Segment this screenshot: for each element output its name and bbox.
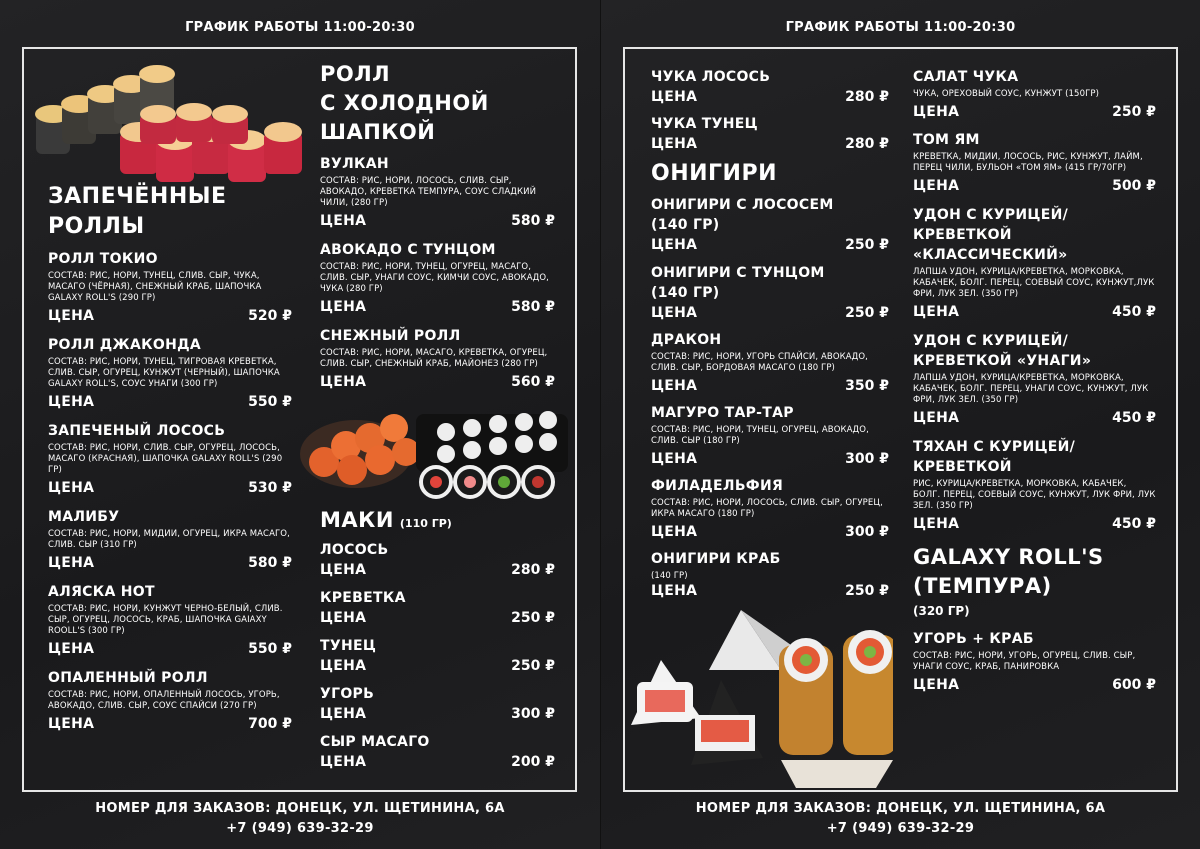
section-title: ЗАПЕЧЁННЫЕ [48,184,227,209]
schedule-heading: ГРАФИК РАБОТЫ 11:00-20:30 [785,20,1016,35]
menu-item [913,437,1156,533]
item-price: 450 ₽ [1112,410,1156,426]
price-label: ЦЕНА [913,104,960,120]
price-label: ЦЕНА [913,410,960,426]
item-name: УДОН С КУРИЦЕЙ/ [913,333,1068,349]
item-desc: СОСТАВ: РИС, НОРИ, КУНЖУТ ЧЕРНО-БЕЛЫЙ, СЛИВ. СЫР, ОГУРЕЦ, ЛОСОСЬ, КРАБ, ШАПОЧКА GAIAXY ROOLL'S (300 ГР) [48,604,283,636]
menu-item [651,477,889,541]
item-name: КРЕВЕТКА [320,590,406,606]
item-desc: КРЕВЕТКА, МИДИИ, ЛОСОСЬ, РИС, КУНЖУТ, ЛАЙМ, ПЕРЕЦ ЧИЛИ, БУЛЬОН «ТОМ ЯМ» (415 ГР/70ГР) [913,152,1143,173]
order-address: НОМЕР ДЛЯ ЗАКАЗОВ: ДОНЕЦК, УЛ. ЩЕТИНИНА, 6А [95,801,505,816]
item-desc: СОСТАВ: РИС, НОРИ, СЛИВ. СЫР, ОГУРЕЦ, ЛОСОСЬ, МАСАГО (КРАСНАЯ), ШАПОЧКА GALAXY ROLL'S (290 ГР) [48,443,283,475]
price-label: ЦЕНА [651,583,698,599]
item-price: 530 ₽ [248,480,292,496]
menu-item [320,733,555,771]
item-price: 200 ₽ [511,754,555,770]
item-name: «КЛАССИЧЕСКИЙ» [913,247,1068,263]
menu-item [48,669,292,733]
menu-item [320,685,555,723]
item-price: 250 ₽ [845,305,889,321]
menu-item [48,508,292,572]
price-label: ЦЕНА [320,562,367,578]
price-label: ЦЕНА [651,378,698,394]
item-price: 520 ₽ [248,308,292,324]
order-footer [601,799,1200,839]
price-label: ЦЕНА [913,304,960,320]
price-label: ЦЕНА [48,308,95,324]
item-name: КРЕВЕТКОЙ [913,459,1012,475]
menu-item [651,331,889,395]
cold-cap-rolls-section [320,60,555,402]
price-label: ЦЕНА [48,394,95,410]
price-label: ЦЕНА [320,213,367,229]
menu-item [913,131,1156,195]
item-price: 560 ₽ [511,374,555,390]
item-name: АВОКАДО С ТУНЦОМ [320,242,496,258]
menu-item [651,115,889,153]
item-desc: СОСТАВ: РИС, НОРИ, ОПАЛЕННЫЙ ЛОСОСЬ, УГОРЬ, АВОКАДО, СЛИВ. СЫР, СОУС СПАЙСИ (270 ГР) [48,690,280,711]
item-name: (140 ГР) [651,217,720,233]
hot-dishes-column [913,68,1156,705]
item-name: ОНИГИРИ КРАБ [651,551,781,567]
menu-item [320,241,555,316]
item-desc: СОСТАВ: РИС, НОРИ, ЛОСОСЬ, СЛИВ. СЫР, АВОКАДО, КРЕВЕТКА ТЕМПУРА, СОУС СЛАДКИЙ ЧИЛИ, (280 ГР) [320,176,537,208]
item-desc: (140 ГР) [651,571,688,581]
onigiri-tempura-image [631,600,893,788]
price-label: ЦЕНА [48,480,95,496]
item-name: КРЕВЕТКОЙ «УНАГИ» [913,353,1092,369]
maki-rolls-image [296,402,572,502]
section-title: РОЛЛЫ [48,214,145,239]
item-price: 550 ₽ [248,641,292,657]
item-desc: СОСТАВ: РИС, НОРИ, ЛОСОСЬ, СЛИВ. СЫР, ОГУРЕЦ, ИКРА МАСАГО (180 ГР) [651,498,883,519]
item-name: УГОРЬ [320,686,375,702]
item-name: ЧУКА ТУНЕЦ [651,116,758,132]
item-name: РОЛЛ ДЖАКОНДА [48,337,201,353]
price-label: ЦЕНА [320,374,367,390]
item-name: ЛОСОСЬ [320,542,389,558]
item-price: 580 ₽ [248,555,292,571]
price-label: ЦЕНА [913,516,960,532]
item-name: ФИЛАДЕЛЬФИЯ [651,478,784,494]
menu-item [48,336,292,411]
item-desc: ЧУКА, ОРЕХОВЫЙ СОУС, КУНЖУТ (150ГР) [913,89,1099,99]
menu-item [320,155,555,230]
price-label: ЦЕНА [320,299,367,315]
price-label: ЦЕНА [320,754,367,770]
section-title: (ТЕМПУРА) [913,574,1052,598]
item-name: ВУЛКАН [320,156,389,172]
price-label: ЦЕНА [320,658,367,674]
item-price: 250 ₽ [511,610,555,626]
item-name: (140 ГР) [651,285,720,301]
item-name: ДРАКОН [651,332,722,348]
item-name: КРЕВЕТКОЙ [913,227,1012,243]
item-desc: СОСТАВ: РИС, НОРИ, УГОРЬ СПАЙСИ, АВОКАДО, СЛИВ. СЫР, БОРДОВАЯ МАСАГО (180 ГР) [651,352,868,373]
right-page [600,0,1200,849]
price-label: ЦЕНА [651,237,698,253]
item-desc: ЛАПША УДОН, КУРИЦА/КРЕВЕТКА, МОРКОВКА, КАБАЧЕК, БОЛГ. ПЕРЕЦ, УНАГИ СОУС, КУНЖУТ, ЛУК ФРИ, ЛУК ЗЕЛ. (350 ГР) [913,373,1149,405]
menu-item [48,422,292,497]
item-desc: СОСТАВ: РИС, НОРИ, ТУНЕЦ, ТИГРОВАЯ КРЕВЕТКА, СЛИВ. СЫР, ОГУРЕЦ, КУНЖУТ (ЧЕРНЫЙ), ШАПОЧКА GALAXY ROLL'S, СОУС УНАГИ (300 ГР) [48,357,280,389]
item-desc: СОСТАВ: РИС, НОРИ, ТУНЕЦ, ОГУРЕЦ, МАСАГО, СЛИВ. СЫР, УНАГИ СОУС, КИМЧИ СОУС, АВОКАДО, ЧУКА (280 ГР) [320,262,549,294]
section-weight: (320 ГР) [913,604,970,618]
price-label: ЦЕНА [651,305,698,321]
item-name: МАЛИБУ [48,509,120,525]
item-price: 250 ₽ [845,583,889,599]
item-desc: ЛАПША УДОН, КУРИЦА/КРЕВЕТКА, МОРКОВКА, КАБАЧЕК, БОЛГ. ПЕРЕЦ, СОЕВЫЙ СОУС, КУНЖУТ,ЛУК ФРИ, ЛУК ЗЕЛ. (350 ГР) [913,267,1155,299]
order-address: НОМЕР ДЛЯ ЗАКАЗОВ: ДОНЕЦК, УЛ. ЩЕТИНИНА, 6А [695,801,1106,816]
menu-item [48,583,292,658]
item-desc: СОСТАВ: РИС, НОРИ, ТУНЕЦ, ОГУРЕЦ, АВОКАДО, СЛИВ. СЫР (180 ГР) [651,425,869,446]
price-label: ЦЕНА [320,706,367,722]
item-price: 580 ₽ [511,299,555,315]
menu-item [651,404,889,468]
price-label: ЦЕНА [651,524,698,540]
item-name: ОНИГИРИ С ЛОСОСЕМ [651,197,834,213]
price-label: ЦЕНА [651,136,698,152]
menu-item [651,195,889,254]
item-name: АЛЯСКА HOT [48,584,155,600]
menu-item [320,327,555,391]
menu-item [913,630,1156,694]
price-label: ЦЕНА [913,178,960,194]
item-name: РОЛЛ ТОКИО [48,251,158,267]
item-desc: СОСТАВ: РИС, НОРИ, УГОРЬ, ОГУРЕЦ, СЛИВ. СЫР, УНАГИ СОУС, КРАБ, ПАНИРОВКА [913,651,1136,672]
item-name: ЧУКА ЛОСОСЬ [651,69,771,85]
section-title: ОНИГИРИ [651,161,777,186]
menu-item [320,541,555,579]
baked-rolls-section [48,182,292,744]
schedule-heading: ГРАФИК РАБОТЫ 11:00-20:30 [185,20,415,35]
section-title: С ХОЛОДНОЙ [320,91,489,115]
price-label: ЦЕНА [651,89,698,105]
menu-item [651,550,889,600]
item-name: ТУНЕЦ [320,638,377,654]
item-price: 280 ₽ [511,562,555,578]
menu-item [651,263,889,322]
section-title: РОЛЛ [320,62,391,86]
item-name: ОПАЛЕННЫЙ РОЛЛ [48,670,208,686]
item-price: 250 ₽ [845,237,889,253]
section-title: GALAXY ROLL'S [913,545,1104,569]
order-phone: +7 (949) 639-32-29 [826,821,975,836]
item-price: 350 ₽ [845,378,889,394]
item-price: 250 ₽ [1112,104,1156,120]
item-desc: СОСТАВ: РИС, НОРИ, ТУНЕЦ, СЛИВ. СЫР, ЧУКА, МАСАГО (ЧЁРНАЯ), СНЕЖНЫЙ КРАБ, ШАПОЧКА GALAXY ROLL'S (290 ГР) [48,271,262,303]
menu-item [320,589,555,627]
price-label: ЦЕНА [913,677,960,693]
section-title: МАКИ [320,508,394,532]
order-phone: +7 (949) 639-32-29 [226,821,374,836]
section-title: ШАПКОЙ [320,120,436,144]
item-price: 580 ₽ [511,213,555,229]
item-price: 700 ₽ [248,716,292,732]
onigiri-column [651,68,889,611]
item-price: 500 ₽ [1112,178,1156,194]
item-name: СНЕЖНЫЙ РОЛЛ [320,328,461,344]
baked-rolls-image [32,62,307,184]
item-name: ЗАПЕЧЕНЫЙ ЛОСОСЬ [48,423,226,439]
item-name: УГОРЬ + КРАБ [913,631,1034,647]
item-price: 300 ₽ [845,451,889,467]
price-label: ЦЕНА [320,610,367,626]
item-price: 300 ₽ [845,524,889,540]
item-price: 280 ₽ [845,89,889,105]
menu-item [48,250,292,325]
item-name: САЛАТ ЧУКА [913,69,1019,85]
item-name: ОНИГИРИ С ТУНЦОМ [651,265,825,281]
section-weight: (110 ГР) [399,517,452,530]
price-label: ЦЕНА [651,451,698,467]
menu-item [651,68,889,106]
menu-item [913,331,1156,427]
menu-item [913,68,1156,121]
item-name: ТЯХАН С КУРИЦЕЙ/ [913,439,1076,455]
price-label: ЦЕНА [48,555,95,571]
item-price: 250 ₽ [511,658,555,674]
item-name: МАГУРО ТАР-ТАР [651,405,794,421]
item-price: 600 ₽ [1112,677,1156,693]
item-price: 550 ₽ [248,394,292,410]
item-desc: СОСТАВ: РИС, НОРИ, МАСАГО, КРЕВЕТКА, ОГУРЕЦ, СЛИВ. СЫР, СНЕЖНЫЙ КРАБ, МАЙОНЕЗ (280 ГР) [320,348,548,369]
price-label: ЦЕНА [48,641,95,657]
item-price: 280 ₽ [845,136,889,152]
item-price: 300 ₽ [511,706,555,722]
item-name: УДОН С КУРИЦЕЙ/ [913,207,1068,223]
item-desc: СОСТАВ: РИС, НОРИ, МИДИИ, ОГУРЕЦ, ИКРА МАСАГО, СЛИВ. СЫР (310 ГР) [48,529,290,550]
item-price: 450 ₽ [1112,516,1156,532]
menu-item [320,637,555,675]
order-footer [0,799,600,839]
item-name: ТОМ ЯМ [913,132,980,148]
menu-item [913,205,1156,321]
item-desc: РИС, КУРИЦА/КРЕВЕТКА, МОРКОВКА, КАБАЧЕК, БОЛГ. ПЕРЕЦ, СОЕВЫЙ СОУС, КУНЖУТ, ЛУК ФРИ, ЛУК ЗЕЛ. (350 ГР) [913,479,1156,511]
price-label: ЦЕНА [48,716,95,732]
item-name: СЫР МАСАГО [320,734,430,750]
maki-section [320,506,555,781]
item-price: 450 ₽ [1112,304,1156,320]
